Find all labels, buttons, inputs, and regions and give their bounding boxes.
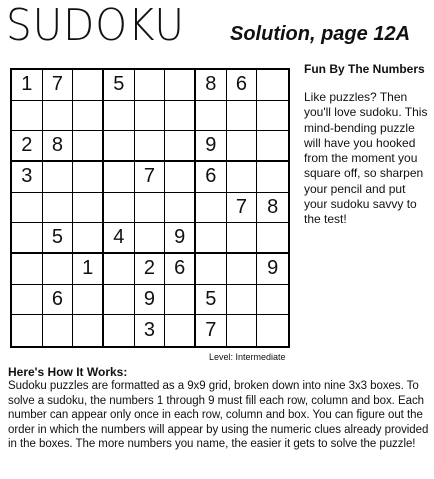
sudoku-cell-r7-c4 bbox=[104, 254, 135, 285]
sudoku-cell-r9-c3 bbox=[73, 315, 104, 346]
instructions bbox=[8, 365, 432, 452]
sudoku-cell-r7-c5: 2 bbox=[135, 254, 166, 285]
sudoku-cell-r5-c7 bbox=[196, 193, 227, 224]
sudoku-cell-r8-c4 bbox=[104, 285, 135, 316]
sudoku-cell-r3-c4 bbox=[104, 131, 135, 162]
sudoku-cell-r6-c5 bbox=[135, 223, 166, 254]
sudoku-cell-r4-c6 bbox=[165, 162, 196, 193]
sudoku-cell-r2-c8 bbox=[227, 101, 258, 132]
difficulty-level: Level: Intermediate bbox=[209, 352, 286, 362]
sudoku-cell-r1-c3 bbox=[73, 70, 104, 101]
sudoku-cell-r4-c1: 3 bbox=[12, 162, 43, 193]
sudoku-cell-r6-c4: 4 bbox=[104, 223, 135, 254]
sudoku-cell-r8-c7: 5 bbox=[196, 285, 227, 316]
sudoku-cell-r6-c8 bbox=[227, 223, 258, 254]
sudoku-cell-r2-c9 bbox=[257, 101, 288, 132]
sudoku-cell-r1-c5 bbox=[135, 70, 166, 101]
sudoku-cell-r4-c5: 7 bbox=[135, 162, 166, 193]
sudoku-cell-r2-c1 bbox=[12, 101, 43, 132]
sudoku-cell-r1-c8: 6 bbox=[227, 70, 258, 101]
sudoku-cell-r3-c7: 9 bbox=[196, 131, 227, 162]
instructions-title: Here's How It Works: bbox=[8, 365, 128, 379]
sudoku-cell-r4-c8 bbox=[227, 162, 258, 193]
sudoku-cell-r5-c4 bbox=[104, 193, 135, 224]
sudoku-cell-r4-c2 bbox=[43, 162, 74, 193]
sudoku-cell-r8-c3 bbox=[73, 285, 104, 316]
sidebar-title: Fun By The Numbers bbox=[304, 62, 425, 76]
sudoku-cell-r4-c3 bbox=[73, 162, 104, 193]
sudoku-cell-r5-c9: 8 bbox=[257, 193, 288, 224]
sudoku-cell-r9-c6 bbox=[165, 315, 196, 346]
sudoku-cell-r8-c1 bbox=[12, 285, 43, 316]
sudoku-cell-r8-c9 bbox=[257, 285, 288, 316]
sudoku-cell-r8-c5: 9 bbox=[135, 285, 166, 316]
sudoku-cell-r2-c3 bbox=[73, 101, 104, 132]
sudoku-cell-r6-c2: 5 bbox=[43, 223, 74, 254]
sudoku-cell-r3-c1: 2 bbox=[12, 131, 43, 162]
sudoku-cell-r7-c6: 6 bbox=[165, 254, 196, 285]
sudoku-cell-r7-c9: 9 bbox=[257, 254, 288, 285]
sudoku-cell-r5-c1 bbox=[12, 193, 43, 224]
sudoku-cell-r2-c5 bbox=[135, 101, 166, 132]
sudoku-cell-r2-c4 bbox=[104, 101, 135, 132]
sudoku-cell-r1-c6 bbox=[165, 70, 196, 101]
sudoku-cell-r3-c3 bbox=[73, 131, 104, 162]
sudoku-logo: SUDOKU bbox=[6, 0, 185, 51]
instructions-body: Sudoku puzzles are formatted as a 9x9 grid, broken down into nine 3x3 boxes. To solve a sudoku, the numbers 1 through 9 must fill each row, column and box. Each number can appear only once in each row, column and box. You can figure out the order in which the numbers will appear by using the numeric clues already provided in the boxes. The more numbers you name, the easier it gets to solve the puzzle! bbox=[8, 380, 429, 451]
sudoku-cell-r9-c4 bbox=[104, 315, 135, 346]
sidebar-body: Like puzzles? Then you'll love sudoku. This mind-bending puzzle will have you hooked from the moment you square off, so sharpen your pencil and put your sudoku savvy to the test! bbox=[304, 90, 428, 227]
sudoku-cell-r9-c9 bbox=[257, 315, 288, 346]
sudoku-cell-r7-c8 bbox=[227, 254, 258, 285]
sudoku-cell-r1-c1: 1 bbox=[12, 70, 43, 101]
sudoku-cell-r3-c5 bbox=[135, 131, 166, 162]
sudoku-cell-r7-c2 bbox=[43, 254, 74, 285]
sudoku-cell-r6-c9 bbox=[257, 223, 288, 254]
sudoku-cell-r4-c4 bbox=[104, 162, 135, 193]
sudoku-cell-r5-c2 bbox=[43, 193, 74, 224]
sudoku-cell-r5-c5 bbox=[135, 193, 166, 224]
solution-reference: Solution, page 12A bbox=[230, 23, 411, 45]
sudoku-cell-r1-c9 bbox=[257, 70, 288, 101]
sudoku-cell-r8-c2: 6 bbox=[43, 285, 74, 316]
sudoku-cell-r4-c7: 6 bbox=[196, 162, 227, 193]
sudoku-cell-r9-c8 bbox=[227, 315, 258, 346]
sudoku-cell-r4-c9 bbox=[257, 162, 288, 193]
sudoku-cell-r6-c1 bbox=[12, 223, 43, 254]
sudoku-cell-r8-c8 bbox=[227, 285, 258, 316]
sudoku-grid bbox=[10, 68, 290, 348]
sudoku-cell-r5-c3 bbox=[73, 193, 104, 224]
sudoku-cell-r7-c3: 1 bbox=[73, 254, 104, 285]
sudoku-cell-r1-c4: 5 bbox=[104, 70, 135, 101]
sudoku-cell-r3-c8 bbox=[227, 131, 258, 162]
sudoku-cell-r7-c1 bbox=[12, 254, 43, 285]
sudoku-cell-r9-c2 bbox=[43, 315, 74, 346]
sudoku-cell-r5-c8: 7 bbox=[227, 193, 258, 224]
sudoku-cell-r2-c7 bbox=[196, 101, 227, 132]
sudoku-cell-r2-c2 bbox=[43, 101, 74, 132]
sudoku-cell-r1-c7: 8 bbox=[196, 70, 227, 101]
sudoku-cell-r1-c2: 7 bbox=[43, 70, 74, 101]
sudoku-cell-r2-c6 bbox=[165, 101, 196, 132]
sidebar bbox=[304, 62, 432, 228]
sudoku-cell-r3-c2: 8 bbox=[43, 131, 74, 162]
sudoku-cell-r5-c6 bbox=[165, 193, 196, 224]
sudoku-cell-r9-c5: 3 bbox=[135, 315, 166, 346]
sudoku-cell-r3-c6 bbox=[165, 131, 196, 162]
sudoku-cell-r7-c7 bbox=[196, 254, 227, 285]
sudoku-cell-r6-c6: 9 bbox=[165, 223, 196, 254]
sudoku-cell-r6-c3 bbox=[73, 223, 104, 254]
sudoku-cell-r8-c6 bbox=[165, 285, 196, 316]
sudoku-cell-r3-c9 bbox=[257, 131, 288, 162]
sudoku-cell-r9-c1 bbox=[12, 315, 43, 346]
sudoku-cell-r6-c7 bbox=[196, 223, 227, 254]
sudoku-cell-r9-c7: 7 bbox=[196, 315, 227, 346]
